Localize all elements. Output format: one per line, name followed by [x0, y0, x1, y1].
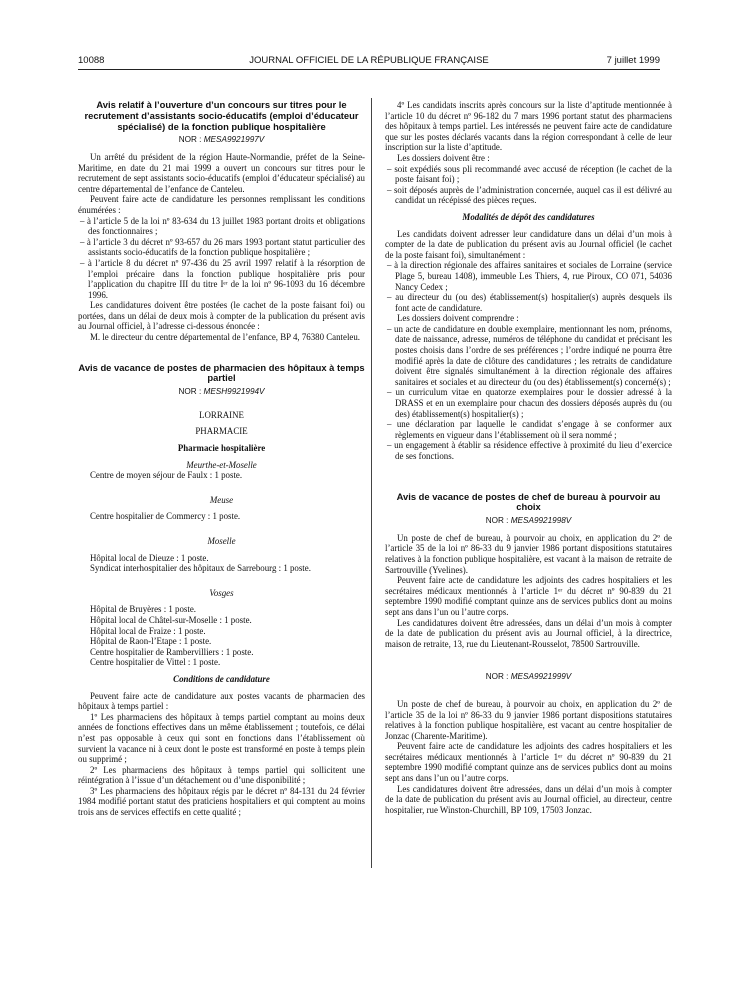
nor-line: NOR : MESA9921997V	[178, 135, 265, 145]
specialty-heading: PHARMACIE	[195, 426, 248, 437]
notice-title-chef-bureau: Avis de vacance de postes de chef de bureau à pourvoir au choix	[396, 490, 661, 513]
nor-line: NOR : MESH9921994V	[178, 387, 265, 397]
list-item: – au directeur du (ou des) établissement(s) hospitalier(s) auprès desquels ils font acte de candidature.	[387, 292, 672, 313]
department-heading: Moselle	[207, 536, 236, 547]
paragraph: Les dossiers doivent comprendre :	[397, 313, 519, 324]
region-heading: LORRAINE	[199, 409, 244, 420]
paragraph: Les candidatures doivent être adressées, dans un délai d’un mois à compter de la date de publication du présent avis au Journal officiel, à la directrice, maison de retraite, 13, rue du Lieutenant-Rousselot, 78500 Sartrouville.	[385, 617, 672, 649]
paragraph: Peuvent faire acte de candidature les personnes remplissant les conditions énumérées :	[78, 194, 365, 215]
nor-line: NOR : MESA9921998V	[485, 516, 572, 526]
post-line: Hôpital local de Fraize : 1 poste.	[90, 625, 206, 636]
paragraph: Peuvent faire acte de candidature les adjoints des cadres hospitaliers et les secrétaires médicaux mentionnés à l’article 1ᵉʳ du décret nº 90-839 du 21 septembre 1990 modifié comptant quinze ans de services publics dont au moins sept ans dans l’un ou l’autre corps.	[385, 741, 672, 784]
paragraph: Les candidats doivent adresser leur candidature dans un délai d’un mois à compter de la date de publication du présent avis au Journal officiel (le cachet de la poste faisant foi), simultanément :	[385, 228, 672, 260]
department-heading: Vosges	[209, 587, 234, 598]
post-line: Hôpital local de Châtel-sur-Moselle : 1 poste.	[90, 614, 252, 625]
post-line: Syndicat interhospitalier des hôpitaux de Sarrebourg : 1 poste.	[90, 563, 311, 574]
post-line: Centre hospitalier de Rambervilliers : 1 poste.	[90, 646, 254, 657]
post-line: Hôpital de Raon-l’Etape : 1 poste.	[90, 636, 212, 647]
subspecialty-heading: Pharmacie hospitalière	[177, 443, 266, 454]
page-number: 10088	[78, 55, 105, 66]
list-item: – à l’article 8 du décret nº 97-436 du 25 avril 1997 relatif à la résorption de l’emploi précaire dans la fonction publique hospitalière pris pour l’application du chapitre III du titre Iᵉʳ de la loi nº 96-1093 du 16 décembre 1996.	[80, 257, 365, 300]
post-line: Hôpital de Bruyères : 1 poste.	[90, 604, 196, 615]
paragraph: Un poste de chef de bureau, à pourvoir au choix, en application du 2º de l’article 35 de la loi nº 86-33 du 9 janvier 1986 portant dispositions statutaires relatives à la fonction publique hospitalière, est vacant à la maison de retraite de Sartrouville (Yvelines).	[385, 532, 672, 575]
page-header	[78, 55, 660, 69]
paragraph: Un poste de chef de bureau, à pourvoir au choix, en application du 2º de l’article 35 de la loi nº 86-33 du 9 janvier 1986 portant dispositions statutaires relatives à la fonction publique hospitalière, est vacant au centre hospitalier de Jonzac (Charente-Maritime).	[385, 698, 672, 741]
paragraph: 4º Les candidats inscrits après concours sur la liste d’aptitude mentionnée à l’article 10 du décret nº 96-182 du 7 mars 1996 portant statut des pharmaciens des hôpitaux à temps partiel. Les intéressés ne peuvent faire acte de candidature que sur les postes déclarés vacants dans la région correspondant à celle de leur inscription sur la liste d’aptitude.	[385, 100, 672, 153]
right-column	[385, 100, 672, 815]
paragraph: Les candidatures doivent être adressées, dans un délai d’un mois à compter de la date de publication du présent avis au Journal officiel, au directeur, centre hospitalier, rue Winston-Churchill, BP 109, 17503 Jonzac.	[385, 783, 672, 815]
address: M. le directeur du centre départemental de l’enfance, BP 4, 76380 Canteleu.	[90, 332, 361, 343]
paragraph: Les candidatures doivent être postées (le cachet de la poste faisant foi) ou portées, dans un délai de deux mois à compter de la publication du présent avis au Journal officiel, à l’adresse ci-dessous énoncée :	[78, 300, 365, 332]
nor-code: MESH9921994V	[203, 387, 265, 397]
list-item: – à l’article 3 du décret nº 93-657 du 26 mars 1993 portant statut particulier des assistants socio-éducatifs de la fonction publique hospitalière ;	[80, 236, 365, 258]
list-item: – soit expédiés sous pli recommandé avec accusé de réception (le cachet de la poste faisant foi) ;	[387, 163, 672, 185]
header-rule	[78, 69, 660, 70]
notice-title-concours: Avis relatif à l’ouverture d’un concours sur titres pour le recrutement d’assistants socio-éducatifs (emploi d’éducateur spécialisé) de la fonction publique hospitalière	[84, 99, 359, 132]
nor-code: MESA9921998V	[510, 516, 572, 526]
paragraph: 2º Les pharmaciens des hôpitaux à temps partiel qui sollicitent une réintégration à l’issue d’un détachement ou d’une disponibilité ;	[78, 764, 365, 786]
list-item: – à la direction régionale des affaires sanitaires et sociales de Lorraine (service Plage 5, bureau 1408), immeuble Les Thiers, 4, rue Piroux, CO 071, 54036 Nancy Cedex ;	[387, 260, 672, 292]
nor-line: NOR : MESA9921999V	[485, 672, 572, 682]
issue-date: 7 juillet 1999	[606, 55, 660, 66]
list-item: – soit déposés auprès de l’administration concernée, auquel cas il est délivré au candidat un récépissé des pièces reçues.	[387, 184, 672, 206]
nor-code: MESA9921997V	[203, 135, 265, 145]
post-line: Centre hospitalier de Commercy : 1 poste.	[90, 511, 241, 522]
list-item: – un curriculum vitae en quatorze exemplaires pour le dossier adressé à la DRASS et en un exemplaire pour chacun des dossiers déposés auprès du (ou des) établissement(s) hospitalier(s) ;	[387, 387, 672, 419]
list-item: – un acte de candidature en double exemplaire, mentionnant les nom, prénoms, date de naissance, adresse, numéros de téléphone du candidat et précisant les postes choisis dans l’ordre de ses préférences ; l’ordre indiqué ne pourra être modifié après la date de clôture des candidatures ; les retraits de candidature doivent être signalés simultanément à la direction régionale des affaires sanitaires et sociales et au directeur du (ou des) établissement(s) concerné(s) ;	[387, 323, 672, 387]
post-line: Centre hospitalier de Vittel : 1 poste.	[90, 657, 221, 668]
post-line: Centre de moyen séjour de Faulx : 1 poste.	[90, 470, 243, 481]
paragraph: 3º Les pharmaciens des hôpitaux régis par le décret nº 84-131 du 24 février 1984 modifié portant statut des praticiens hospitaliers et qui comptent au moins trois ans de services effectifs en cette qualité ;	[78, 785, 365, 818]
column-divider	[371, 98, 372, 868]
section-heading-depot: Modalités de dépôt des candidatures	[462, 211, 595, 222]
nor-code: MESA9921999V	[510, 672, 572, 682]
list-item: – un engagement à établir sa résidence effective à proximité du lieu d’exercice de ses fonctions.	[387, 440, 672, 461]
left-column	[78, 100, 365, 818]
section-heading-conditions: Conditions de candidature	[173, 673, 270, 684]
notice-title-pharmacien: Avis de vacance de postes de pharmacien des hôpitaux à temps partiel	[78, 361, 365, 384]
post-line: Hôpital local de Dieuze : 1 poste.	[90, 552, 209, 563]
journal-title: JOURNAL OFFICIEL DE LA RÉPUBLIQUE FRANÇAISE	[249, 55, 489, 66]
paragraph: Peuvent faire acte de candidature aux postes vacants de pharmacien des hôpitaux à temps partiel :	[78, 690, 365, 712]
paragraph: Les dossiers doivent être :	[397, 152, 490, 163]
list-item: – à l’article 5 de la loi nº 83-634 du 13 juillet 1983 portant droits et obligations des fonctionnaires ;	[80, 215, 365, 237]
paragraph: Un arrêté du président de la région Haute-Normandie, préfet de la Seine-Maritime, en date du 21 mai 1999 a ouvert un concours sur titres pour le recrutement de sept assistants socio-éducatifs (emploi d’éducateur spécialisé) au centre départemental de l’enfance de Canteleu.	[78, 151, 365, 194]
paragraph: 1º Les pharmaciens des hôpitaux à temps partiel comptant au moins deux années de fonctions effectives dans un même établissement ; toutefois, ce délai n’est pas opposable à ceux qui sont en fonctions dans l’établissement où survient la vacance ni à ceux dont le poste est transformé en poste à temps plein ou supprimé ;	[78, 711, 365, 765]
list-item: – une déclaration par laquelle le candidat s’engage à se conformer aux règlements en vigueur dans l’établissement où il sera nommé ;	[387, 419, 672, 440]
department-heading: Meuse	[209, 494, 234, 505]
department-heading: Meurthe-et-Moselle	[186, 459, 257, 470]
paragraph: Peuvent faire acte de candidature les adjoints des cadres hospitaliers et les secrétaires médicaux mentionnés à l’article 1ᵉʳ du décret nº 90-839 du 21 septembre 1990 modifié comptant quinze ans de services publics dont au moins sept ans dans l’un ou l’autre corps.	[385, 575, 672, 617]
